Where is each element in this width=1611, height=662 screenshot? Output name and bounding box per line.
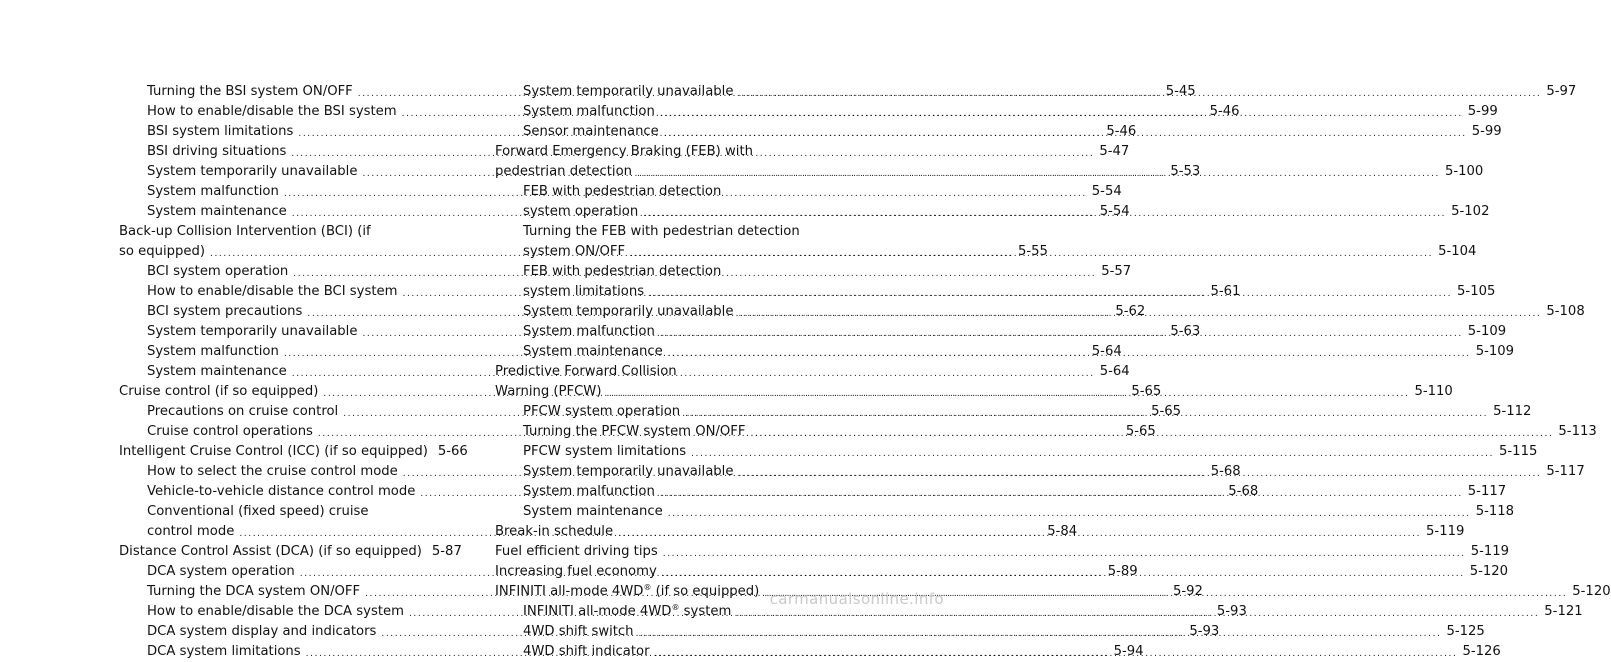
toc-entry-page: 5-119: [1426, 524, 1465, 539]
toc-entry-page: 5-54: [1091, 184, 1122, 199]
toc-entry-page: 5-53: [1170, 164, 1201, 179]
toc-entry-title: Forward Emergency Braking (FEB) with: [495, 144, 753, 159]
toc-entry-page: 5-120: [1469, 564, 1509, 579]
toc-entry-page: 5-115: [1499, 444, 1538, 459]
dot-leader: [639, 626, 1442, 642]
toc-entry-title: Vehicle-to-vehicle distance control mode: [147, 484, 416, 499]
dot-leader: [668, 346, 1471, 362]
toc-entry-title: 4WD shift switch: [523, 624, 634, 639]
toc-entry-page: 5-102: [1451, 204, 1490, 219]
toc-entry-title: system operation: [523, 204, 639, 219]
toc-entry-page: 5-46: [1209, 104, 1240, 119]
toc-entry-page: 5-64: [1099, 364, 1130, 379]
toc-entry: [495, 222, 829, 242]
toc-entry-title: System malfunction: [523, 104, 655, 119]
toc-entry-page: 5-66: [437, 444, 468, 459]
toc-entry-title: How to select the cruise control mode: [147, 464, 398, 479]
dot-leader: [660, 486, 1463, 502]
toc-entry-title: INFINITI all-mode 4WD® (if so equipped): [495, 583, 760, 599]
dot-leader: [630, 246, 1433, 262]
toc-entry: [119, 442, 468, 462]
toc-entry-title: 4WD shift indicator: [523, 644, 650, 659]
toc-entry-page: 5-117: [1546, 464, 1585, 479]
toc-entry-page: 5-54: [1099, 204, 1130, 219]
toc-entry-page: 5-55: [1017, 244, 1048, 259]
toc-entry-title: System maintenance: [523, 344, 663, 359]
toc-entry-title: Turning the PFCW system ON/OFF: [523, 424, 746, 439]
dot-leader: [738, 86, 1541, 102]
toc-entry-page: 5-118: [1475, 504, 1515, 519]
toc-entry-page: 5-45: [1165, 84, 1196, 99]
toc-entry-title: DCA system operation: [147, 564, 295, 579]
toc-entry-page: 5-126: [1462, 644, 1501, 659]
toc-entry-title: pedestrian detection: [495, 164, 633, 179]
toc-entry-title: System temporarily unavailable: [523, 304, 734, 319]
toc-entry: [119, 222, 461, 242]
toc-entry: [495, 542, 1510, 562]
toc-entry-page: 5-47: [1099, 144, 1130, 159]
dot-leader: [618, 526, 1421, 542]
dot-leader: [660, 106, 1463, 122]
toc-entry-page: 5-93: [1189, 624, 1220, 639]
toc-entry-title: FEB with pedestrian detection: [523, 184, 722, 199]
toc-entry-page: 5-87: [431, 544, 462, 559]
toc-entry-title: Fuel efficient driving tips: [495, 544, 658, 559]
dot-leader: [738, 466, 1541, 482]
toc-entry-page: 5-61: [1210, 284, 1241, 299]
toc-entry-title: Break-in schedule: [495, 524, 614, 539]
dot-leader: [643, 206, 1446, 222]
toc-entry-title: System temporarily unavailable: [147, 324, 358, 339]
toc-entry-page: 5-110: [1414, 384, 1453, 399]
toc-entry-title: Precautions on cruise control: [147, 404, 339, 419]
toc-entry: [495, 262, 829, 282]
toc-entry-page: 5-97: [1546, 84, 1577, 99]
toc-entry-page: 5-65: [1151, 404, 1182, 419]
toc-entry-title: system limitations: [523, 284, 645, 299]
toc-entry: [119, 502, 461, 522]
toc-entry-title: BCI system operation: [147, 264, 289, 279]
toc-entry-page: 5-109: [1467, 324, 1507, 339]
toc-entry-title: DCA system display and indicators: [147, 624, 377, 639]
toc-entry-title: FEB with pedestrian detection: [523, 264, 722, 279]
toc-entry-title: How to enable/disable the DCA system: [147, 604, 404, 619]
dot-leader: [685, 406, 1488, 422]
toc-entry-title: Sensor maintenance: [523, 124, 659, 139]
toc-entry-title: BSI driving situations: [147, 144, 287, 159]
toc-entry-title: System malfunction: [147, 184, 279, 199]
toc-entry-title: Conventional (fixed speed) cruise: [147, 504, 369, 519]
dot-leader: [660, 326, 1463, 342]
toc-entry-title: DCA system limitations: [147, 644, 301, 659]
dot-leader: [637, 166, 1440, 182]
toc-entry-title: System malfunction: [523, 324, 655, 339]
toc-entry-title: Turning the FEB with pedestrian detection: [523, 224, 800, 239]
dot-leader: [738, 306, 1541, 322]
toc-entry: [495, 142, 829, 162]
toc-entry: [495, 502, 1515, 522]
toc-entry: [495, 182, 829, 202]
toc-entry: [495, 362, 829, 382]
toc-entry-page: 5-62: [1115, 304, 1146, 319]
toc-entry-page: 5-104: [1438, 244, 1477, 259]
toc-entry-title: PFCW system operation: [523, 404, 681, 419]
toc-entry-title: System maintenance: [147, 204, 287, 219]
toc-entry-title: System temporarily unavailable: [523, 84, 734, 99]
toc-entry-page: 5-108: [1546, 304, 1585, 319]
toc-entry-title: BSI system limitations: [147, 124, 294, 139]
toc-entry-title: System temporarily unavailable: [523, 464, 734, 479]
toc-entry-title: System malfunction: [523, 484, 655, 499]
toc-entry-page: 5-112: [1493, 404, 1532, 419]
toc-entry-page: 5-113: [1558, 424, 1597, 439]
toc-entry-page: 5-125: [1446, 624, 1485, 639]
toc-entry-page: 5-99: [1467, 104, 1498, 119]
toc-entry-title: Back-up Collision Intervention (BCI) (if: [119, 224, 371, 239]
toc-entry-title: control mode: [147, 524, 235, 539]
toc-entry-title: System maintenance: [147, 364, 287, 379]
toc-entry: [495, 442, 1538, 462]
dot-leader: [662, 566, 1465, 582]
toc-entry-page: 5-63: [1170, 324, 1201, 339]
toc-entry-title: Cruise control operations: [147, 424, 313, 439]
toc-entry-title: How to enable/disable the BCI system: [147, 284, 398, 299]
dot-leader: [750, 426, 1553, 442]
toc-entry-page: 5-99: [1471, 124, 1502, 139]
toc-entry-title: System maintenance: [523, 504, 663, 519]
toc-entry-page: 5-120: [1572, 584, 1611, 599]
toc-entry-page: 5-119: [1470, 544, 1510, 559]
toc-entry-page: 5-93: [1216, 604, 1247, 619]
toc-entry-title: Cruise control (if so equipped): [119, 384, 319, 399]
toc-entry-page: 5-68: [1228, 484, 1259, 499]
toc-entry-title: Increasing fuel economy: [495, 564, 657, 579]
toc-entry-title: Distance Control Assist (DCA) (if so equipped): [119, 544, 422, 559]
dot-leader: [649, 286, 1452, 302]
toc-entry-page: 5-46: [1106, 124, 1137, 139]
toc-entry-title: Turning the DCA system ON/OFF: [147, 584, 361, 599]
toc-entry-page: 5-117: [1467, 484, 1507, 499]
toc-entry-title: PFCW system limitations: [523, 444, 687, 459]
toc-entry-title: BCI system precautions: [147, 304, 303, 319]
toc-entry-page: 5-109: [1475, 344, 1515, 359]
toc-entry-title: How to enable/disable the BSI system: [147, 104, 397, 119]
toc-entry-page: 5-121: [1544, 604, 1583, 619]
toc-entry-title: Predictive Forward Collision: [495, 364, 677, 379]
toc-entry-title: INFINITI all-mode 4WD® system: [523, 603, 732, 619]
dot-leader: [664, 126, 1467, 142]
dot-leader: [691, 446, 1494, 462]
toc-entry: [119, 542, 461, 562]
dot-leader: [668, 506, 1471, 522]
watermark: carmanualsonline.info: [769, 590, 944, 608]
toc-entry-title: so equipped): [119, 244, 206, 259]
toc-entry-page: 5-89: [1107, 564, 1138, 579]
toc-entry-title: Intelligent Cruise Control (ICC) (if so equipped): [119, 444, 428, 459]
toc-entry-page: 5-65: [1125, 424, 1156, 439]
dot-leader: [655, 646, 1458, 662]
toc-entry-page: 5-64: [1091, 344, 1122, 359]
toc-entry-page: 5-57: [1101, 264, 1132, 279]
toc-entry-page: 5-84: [1047, 524, 1078, 539]
dot-leader: [663, 546, 1466, 562]
toc-entry-title: System temporarily unavailable: [147, 164, 358, 179]
dot-leader: [606, 386, 1409, 402]
toc-entry-page: 5-105: [1457, 284, 1496, 299]
toc-entry-page: 5-65: [1131, 384, 1162, 399]
dot-leader: [736, 606, 1539, 622]
toc-entry-title: system ON/OFF: [523, 244, 626, 259]
toc-entry-page: 5-68: [1210, 464, 1241, 479]
toc-entry-page: 5-94: [1113, 644, 1144, 659]
toc-entry-title: Warning (PFCW): [495, 384, 602, 399]
toc-entry-page: 5-100: [1444, 164, 1484, 179]
toc-entry-page: 5-92: [1173, 584, 1203, 599]
toc-entry-title: Turning the BSI system ON/OFF: [147, 84, 353, 99]
toc-entry-title: System malfunction: [147, 344, 279, 359]
